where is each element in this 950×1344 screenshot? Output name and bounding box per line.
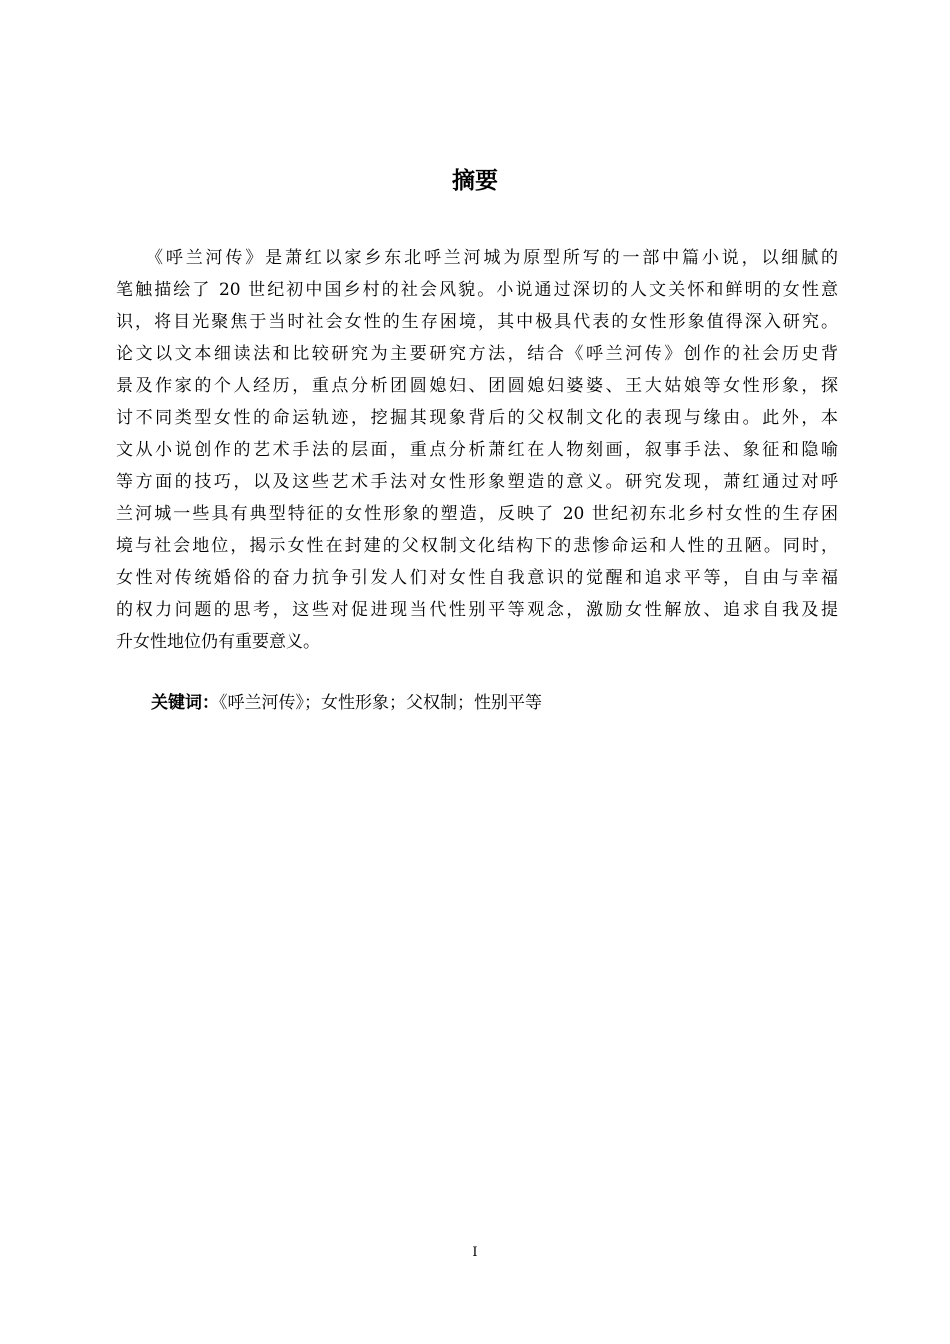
abstract-line: 等方面的技巧，以及这些艺术手法对女性形象塑造的意义。研究发现，萧红通过对呼	[116, 472, 838, 492]
abstract-line: 文从小说创作的艺术手法的层面，重点分析萧红在人物刻画，叙事手法、象征和隐喻	[116, 440, 838, 460]
keywords-label: 关键词：	[151, 693, 219, 713]
keywords-text: 《呼兰河传》；女性形象；父权制；性别平等	[219, 693, 542, 713]
abstract-line: 境与社会地位，揭示女性在封建的父权制文化结构下的悲惨命运和人性的丑陋。同时，	[116, 536, 838, 556]
abstract-line: 讨不同类型女性的命运轨迹，挖掘其现象背后的父权制文化的表现与缘由。此外，本	[116, 408, 838, 428]
abstract-line: 兰河城一些具有典型特征的女性形象的塑造，反映了 20 世纪初东北乡村女性的生存困	[116, 504, 838, 524]
page-number: I	[472, 1245, 478, 1260]
keywords-line	[151, 687, 542, 719]
abstract-line: 识，将目光聚焦于当时社会女性的生存困境，其中极具代表的女性形象值得深入研究。	[116, 312, 838, 332]
abstract-line: 《呼兰河传》是萧红以家乡东北呼兰河城为原型所写的一部中篇小说，以细腻的	[146, 248, 838, 268]
abstract-body	[116, 242, 838, 658]
abstract-line: 女性对传统婚俗的奋力抗争引发人们对女性自我意识的觉醒和追求平等，自由与幸福	[116, 568, 838, 588]
abstract-line: 笔触描绘了 20 世纪初中国乡村的社会风貌。小说通过深切的人文关怀和鲜明的女性意	[116, 280, 838, 300]
abstract-line: 论文以文本细读法和比较研究为主要研究方法，结合《呼兰河传》创作的社会历史背	[116, 344, 838, 364]
abstract-line: 景及作家的个人经历，重点分析团圆媳妇、团圆媳妇婆婆、王大姑娘等女性形象，探	[116, 376, 838, 396]
abstract-line: 的权力问题的思考，这些对促进现当代性别平等观念，激励女性解放、追求自我及提	[116, 600, 838, 620]
abstract-title: 摘要	[452, 168, 498, 194]
abstract-line: 升女性地位仍有重要意义。	[116, 632, 320, 652]
